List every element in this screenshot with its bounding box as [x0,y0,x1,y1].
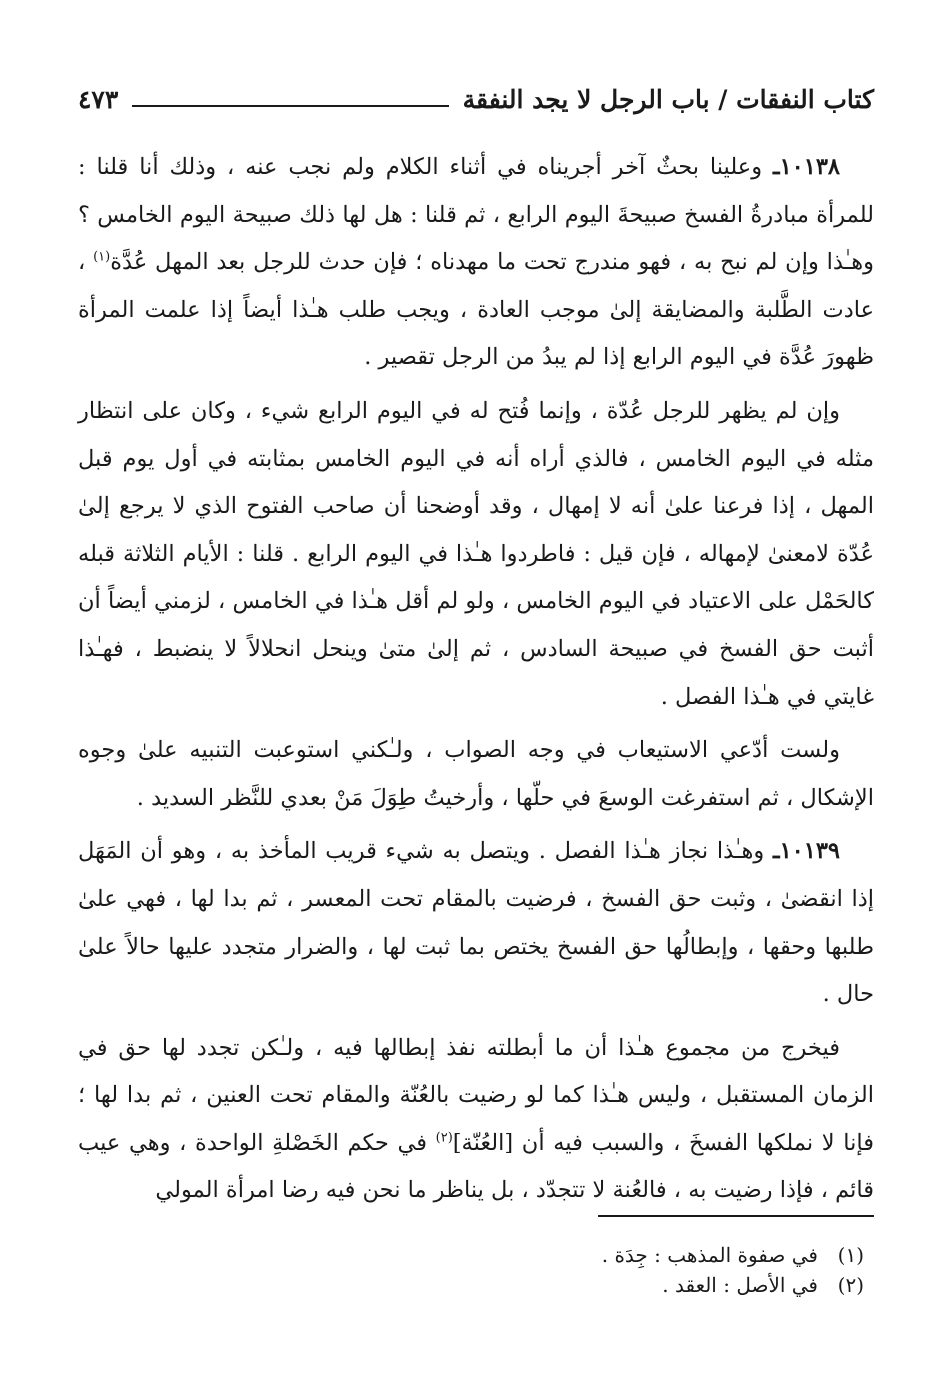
header-rule [132,105,448,107]
footnote-1 [78,1240,864,1270]
issue-number: ١٠١٣٩ـ [772,838,840,865]
paragraph-10138 [78,144,874,382]
paragraph-text-cont: في حكم الخَصْلةِ الواحدة ، وهي عيب قائم ، فإذا رضيت به ، فالعُنة لا تتجدّد ، بل يناظر ما نحن فيه رضا امرأة المولي [78,1129,874,1204]
footnotes [78,1240,864,1300]
paragraph-text: وعلينا بحثٌ آخر أجريناه في أثناء الكلام ولم نجب عنه ، وذلك أنا قلنا : للمرأة مبادرةُ الفسخ صبيحةَ اليوم الرابع ، ثم قلنا : هل لها ذلك صبيحة اليوم الخامس ؟ وهـٰذا وإن لم نبح به ، فهو مندرج تحت ما مهدناه ؛ فإن حدث للرجل بعد المهل عُدَّة [78,154,874,276]
footnote-ref-2: (٢) [435,1130,453,1146]
paragraph-text: فيخرج من مجموع هـٰذا أن ما أبطلته نفذ إبطالها فيه ، ولـٰكن تجدد لها حق في الزمان المستقبل ، وليس هـٰذا كما لو رضيت بالعُنّة والمقام تحت العنين ، ثم بدا لها ؛ فإنا لا نملكها الفسخَ ، والسبب فيه أن [العُنّة] [78,1034,874,1156]
paragraph-text-cont: ، عادت الطَّلبة والمضايقة إلىٰ موجب العادة ، ويجب طلب هـٰذا أيضاً إذا علمت المرأة ظهورَ عُدَّة في اليوم الرابع إذا لم يبدُ من الرجل تقصير . [78,249,874,371]
issue-number: ١٠١٣٨ـ [772,154,840,180]
paragraph-text: وهـٰذا نجاز هـٰذا الفصل . ويتصل به شيء قريب المأخذ به ، وهو أن المَهَل إذا انقضىٰ ، وثبت حق الفسخ ، فرضيت بالمقام تحت المعسر ، ثم بدا لها ، فهي علىٰ طلبها وحقها ، وإبطالُها حق الفسخ يختص بما ثبت لها ، والضرار متجدد عليها حالاً علىٰ حال . [78,838,874,1008]
paragraph-text: ولست أدّعي الاستيعاب في وجه الصواب ، ولـٰكني استوعبت التنبيه علىٰ وجوه الإشكال ، ثم استفرغت الوسعَ في حلّها ، وأرخيتُ طِوَلَ مَنْ بعدي للنَّظر السديد . [78,737,874,811]
footnote-text: في صفوة المذهب : جِدَة . [601,1243,818,1267]
footnote-ref-1: (١) [93,249,111,265]
paragraph [78,727,874,822]
footnote-text: في الأصل : العقد . [662,1273,818,1297]
footnote-mark: (٢) [837,1273,864,1297]
footnote-separator [598,1215,874,1217]
paragraph [78,388,874,721]
page-number: ٤٧٣ [78,85,119,114]
paragraph-10139 [78,828,874,1018]
footnote-mark: (١) [837,1243,864,1267]
header-title: كتاب النفقات / باب الرجل لا يجد النفقة [462,85,874,114]
paragraph-text: وإن لم يظهر للرجل عُدّة ، وإنما فُتح له في اليوم الرابع شيء ، وكان على انتظار مثله في اليوم الخامس ، فالذي أراه أنه في اليوم الخامس بمثابته في أول يوم قبل المهل ، إذا فرعنا علىٰ أنه لا إمهال ، وقد أوضحنا أن صاحب الفتوح الذي لا يرجع إلىٰ عُدّة لامعنىٰ لإمهاله ، فإن قيل : فاطردوا هـٰذا في اليوم الرابع . قلنا : الأيام الثلاثة قبله كالحَمْل على الاعتياد في اليوم الخامس ، ولو لم أقل هـٰذا في الخامس ، لزمني أيضاً أن أثبت حق الفسخ في صبيحة السادس ، ثم إلىٰ متىٰ وينحل انحلالاً لا ينضبط ، فهـٰذا غايتي في هـٰذا الفصل . [78,397,874,710]
main-text [78,144,874,1215]
footnote-2 [78,1270,864,1300]
running-header [78,78,874,122]
paragraph [78,1025,874,1215]
